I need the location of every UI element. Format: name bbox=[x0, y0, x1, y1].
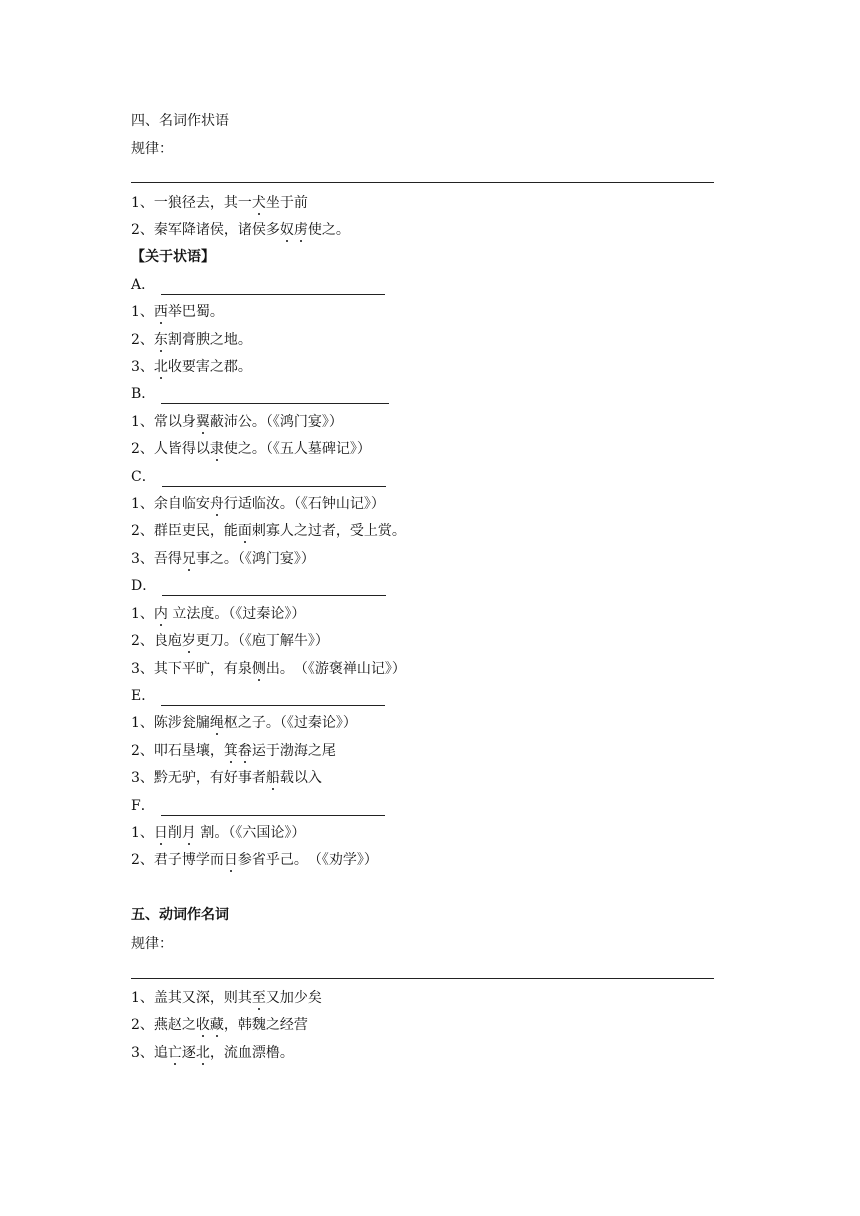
text-segment: B． bbox=[131, 386, 156, 402]
category-d bbox=[131, 576, 386, 596]
text-segment: ，韩魏之经营 bbox=[223, 1017, 308, 1033]
text-segment: 五、动词 bbox=[131, 907, 187, 923]
text-segment: 坐于前 bbox=[265, 195, 308, 211]
text-segment: 3、 bbox=[131, 359, 154, 375]
text-segment: 刺寡人之过者，受上赏。 bbox=[251, 523, 406, 539]
text-segment: 收要害之郡。 bbox=[167, 359, 252, 375]
text-segment: 3、 bbox=[131, 1045, 154, 1061]
text-segment: 2、 bbox=[131, 1017, 154, 1033]
emphasis-dot-word: 亡 bbox=[167, 1045, 182, 1061]
text-segment: 蔽沛公。（《鸿门宴》） bbox=[209, 414, 343, 430]
text-segment: 黔无驴，有好事者 bbox=[153, 770, 266, 786]
text-segment: 割膏腴之地。 bbox=[167, 332, 252, 348]
example-line bbox=[131, 741, 336, 761]
text-segment: 2、 bbox=[131, 332, 154, 348]
fill-blank bbox=[162, 472, 386, 487]
about-heading: 【关于状语】 bbox=[131, 249, 215, 265]
fill-blank bbox=[162, 581, 386, 596]
emphasis-dot-word: 藏 bbox=[209, 1017, 224, 1033]
example-line bbox=[131, 357, 252, 377]
text-segment: 作名词 bbox=[187, 907, 229, 923]
example-line bbox=[131, 631, 329, 651]
emphasis-dot-word: 面 bbox=[237, 523, 252, 539]
text-segment: 3、 bbox=[131, 661, 154, 677]
text-segment: 枢之子。（《过秦论》） bbox=[223, 715, 357, 731]
emphasis-dot-word: 日 bbox=[153, 825, 168, 841]
text-segment: F． bbox=[131, 798, 155, 814]
emphasis-dot-word: 翼 bbox=[195, 414, 210, 430]
emphasis-dot-word: 兄 bbox=[181, 551, 196, 567]
example-line bbox=[131, 988, 322, 1008]
section5-rule-label: 规律： bbox=[131, 936, 173, 952]
example-line bbox=[131, 439, 371, 459]
text-segment: 3、 bbox=[131, 770, 154, 786]
emphasis-dot-word: 收 bbox=[195, 1017, 210, 1033]
example-line bbox=[131, 850, 378, 870]
text-segment: 2、 bbox=[131, 633, 154, 649]
text-segment: A． bbox=[131, 277, 156, 293]
emphasis-dot-word: 舟 bbox=[209, 496, 224, 512]
text-segment: 出。 （《游褒禅山记》） bbox=[265, 661, 406, 677]
text-segment: 事之。（《鸿门宴》） bbox=[195, 551, 315, 567]
text-segment: 一狼径去，其一 bbox=[153, 195, 252, 211]
example-line bbox=[131, 549, 315, 569]
example-line bbox=[131, 220, 350, 240]
fill-blank bbox=[161, 389, 389, 404]
text-segment: 载以入 bbox=[279, 770, 322, 786]
emphasis-dot-word: 船 bbox=[265, 770, 280, 786]
text-segment: 余自临安 bbox=[153, 496, 210, 512]
example-line bbox=[131, 330, 252, 350]
emphasis-dot-word: 奴 bbox=[279, 222, 294, 238]
emphasis-dot-word: 隶 bbox=[209, 441, 224, 457]
emphasis-dot-word: 北 bbox=[195, 1045, 210, 1061]
text-segment: 使之。 bbox=[307, 222, 350, 238]
example-line bbox=[131, 521, 406, 541]
text-segment: 1、 bbox=[131, 715, 154, 731]
example-line bbox=[131, 768, 322, 788]
emphasis-dot-word: 至 bbox=[251, 990, 266, 1006]
text-segment: D． bbox=[131, 578, 157, 594]
text-segment: 2、 bbox=[131, 743, 154, 759]
text-segment: 秦军降诸侯，诸侯多 bbox=[153, 222, 280, 238]
fill-blank bbox=[161, 801, 385, 816]
text-segment: 又加少矣 bbox=[265, 990, 322, 1006]
category-b bbox=[131, 384, 389, 404]
text-segment: 行适临汝。（《石钟山记》） bbox=[223, 496, 385, 512]
emphasis-dot-word: 月 bbox=[181, 825, 196, 841]
text-segment: 1、 bbox=[131, 606, 154, 622]
text-segment: 2、 bbox=[131, 222, 154, 238]
text-segment: ，流血漂橹。 bbox=[209, 1045, 294, 1061]
emphasis-dot-word: 虏 bbox=[293, 222, 308, 238]
text-segment: 更刀。（《庖丁解牛》） bbox=[195, 633, 329, 649]
example-line bbox=[131, 412, 343, 432]
emphasis-dot-word: 东 bbox=[153, 332, 168, 348]
text-segment: 割。（《六国论》） bbox=[195, 825, 306, 841]
example-line bbox=[131, 604, 305, 624]
fill-blank bbox=[161, 280, 385, 295]
section4-rule-label: 规律： bbox=[131, 141, 173, 157]
text-segment: 3、 bbox=[131, 551, 154, 567]
example-line bbox=[131, 302, 224, 322]
text-segment: 2、 bbox=[131, 523, 154, 539]
category-a bbox=[131, 275, 385, 295]
text-segment: 常以身 bbox=[153, 414, 196, 430]
text-segment: 1、 bbox=[131, 304, 154, 320]
text-segment: 1、 bbox=[131, 825, 154, 841]
text-segment: 燕赵之 bbox=[153, 1017, 196, 1033]
example-line bbox=[131, 659, 406, 679]
text-segment: 1、 bbox=[131, 195, 154, 211]
text-segment: 使之。（《五人墓碑记》） bbox=[223, 441, 371, 457]
example-line bbox=[131, 494, 385, 514]
text-segment: 运于渤海之尾 bbox=[251, 743, 336, 759]
text-segment: 立法度。（《过秦论》） bbox=[167, 606, 306, 622]
text-segment: 参省乎己。 （《劝学》） bbox=[237, 852, 378, 868]
text-segment: 良庖 bbox=[153, 633, 182, 649]
emphasis-dot-word: 犬 bbox=[251, 195, 266, 211]
text-segment: 举巴蜀。 bbox=[167, 304, 224, 320]
text-segment: 逐 bbox=[181, 1045, 196, 1061]
emphasis-dot-word: 箕 bbox=[223, 743, 238, 759]
emphasis-dot-word: 岁 bbox=[181, 633, 196, 649]
category-f bbox=[131, 796, 385, 816]
category-c bbox=[131, 467, 386, 487]
example-line bbox=[131, 823, 305, 843]
text-segment: 追 bbox=[153, 1045, 168, 1061]
text-segment: C． bbox=[131, 469, 156, 485]
section4-title: 四、名词作状语 bbox=[131, 113, 229, 129]
text-segment: 君子博学而 bbox=[153, 852, 224, 868]
text-segment: 人皆得以 bbox=[153, 441, 210, 457]
text-segment: 其下平旷，有泉 bbox=[153, 661, 252, 677]
emphasis-dot-word: 西 bbox=[153, 304, 168, 320]
example-line bbox=[131, 193, 308, 213]
example-line bbox=[131, 713, 357, 733]
text-segment: 吾得 bbox=[153, 551, 182, 567]
text-segment: 1、 bbox=[131, 990, 154, 1006]
answer-rule-line bbox=[131, 978, 714, 979]
section5-title bbox=[131, 905, 229, 925]
text-segment: 1、 bbox=[131, 496, 154, 512]
emphasis-dot-word: 内 bbox=[153, 606, 168, 622]
text-segment: 2、 bbox=[131, 441, 154, 457]
text-segment: 群臣吏民，能 bbox=[153, 523, 238, 539]
emphasis-dot-word: 日 bbox=[223, 852, 238, 868]
text-segment: 陈涉瓮牖 bbox=[153, 715, 210, 731]
text-segment: 2、 bbox=[131, 852, 154, 868]
answer-rule-line bbox=[131, 182, 714, 183]
emphasis-dot-word: 绳 bbox=[209, 715, 224, 731]
fill-blank bbox=[161, 691, 385, 706]
text-segment: 叩石垦壤， bbox=[153, 743, 224, 759]
text-segment: 1、 bbox=[131, 414, 154, 430]
text-segment: 削 bbox=[167, 825, 182, 841]
emphasis-dot-word: 侧 bbox=[251, 661, 266, 677]
example-line bbox=[131, 1015, 308, 1035]
emphasis-dot-word: 北 bbox=[153, 359, 168, 375]
emphasis-dot-word: 畚 bbox=[237, 743, 252, 759]
example-line bbox=[131, 1043, 294, 1063]
text-segment: E． bbox=[131, 688, 156, 704]
text-segment: 盖其又深，则其 bbox=[153, 990, 252, 1006]
category-e bbox=[131, 686, 385, 706]
